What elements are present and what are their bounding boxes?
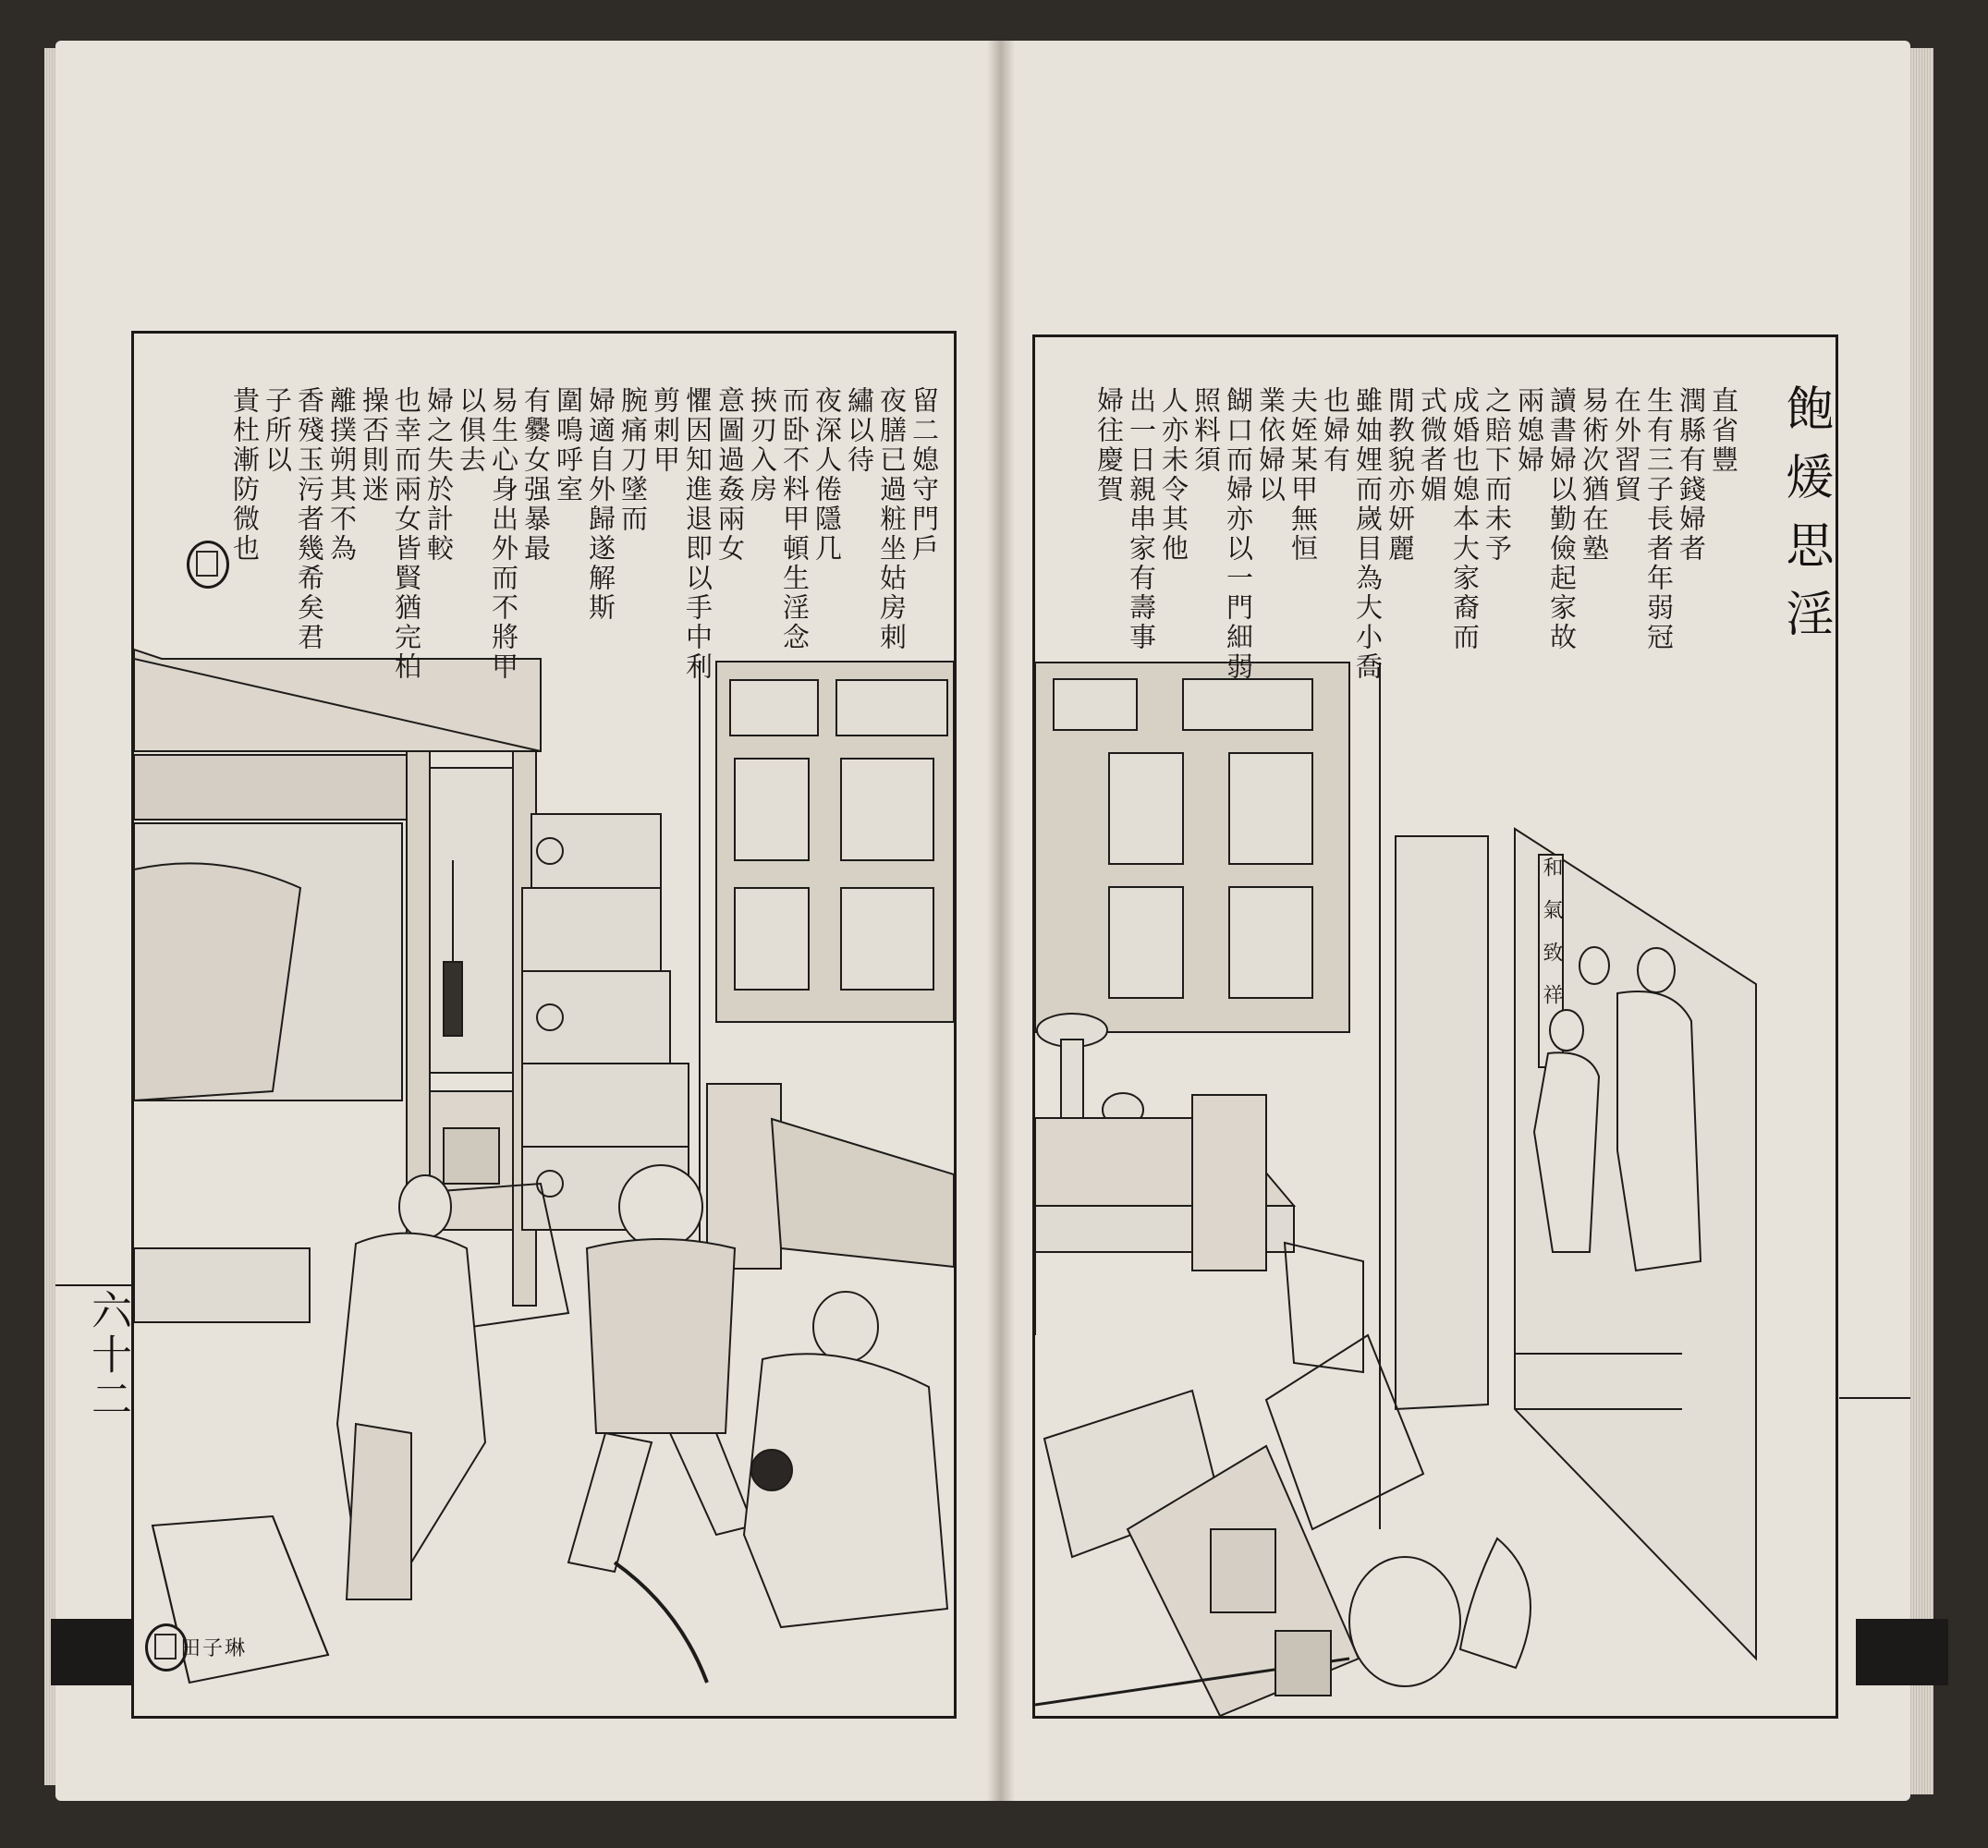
text-column-l2: 夜膳已過粧坐姑房刺 [876, 386, 908, 652]
text-column-r14: 夫姪某甲無恒 [1287, 386, 1319, 564]
text-column-r10: 式微者媚 [1417, 386, 1448, 505]
text-column-r12: 雖妯娌而嵗目為大小喬 [1352, 386, 1384, 682]
text-column-l10: 腕痛刀墜而 [617, 386, 649, 534]
text-column-l5: 而卧不料甲頓生淫念 [779, 386, 811, 652]
text-column-r16: 餬口而婦亦以一門細弱 [1223, 386, 1254, 682]
text-column-r7: 兩媳婦 [1514, 386, 1545, 475]
text-column-l15: 以俱去 [456, 386, 487, 475]
text-column-r1: 直省豐 [1708, 386, 1739, 475]
text-column-r11: 閒教貌亦妍麗 [1384, 386, 1416, 564]
text-column-r8: 之賠下而未予 [1482, 386, 1513, 564]
text-column-r20: 婦往慶賀 [1093, 386, 1125, 505]
text-column-r19: 出一日親串家有壽事 [1126, 386, 1157, 652]
folio-number: 六十二 [84, 1289, 131, 1422]
text-column-l7: 意圖過姦兩女 [714, 386, 746, 564]
text-column-r17: 照料須 [1190, 386, 1222, 475]
text-column-l6: 挾刃入房 [747, 386, 778, 505]
text-column-r18: 人亦未令其他 [1158, 386, 1189, 564]
text-column-l9: 剪刺甲 [650, 386, 681, 475]
text-column-r9: 成婚也媳本大家裔而 [1449, 386, 1481, 652]
book-gutter [987, 41, 1015, 1801]
text-column-l8: 懼因知進退即以手中利 [682, 386, 713, 682]
text-column-l1: 留二媳守門戶 [909, 386, 940, 564]
text-column-r13: 也婦有 [1320, 386, 1351, 475]
text-column-l14: 易生心身出外而不將甲 [488, 386, 519, 682]
text-column-r4: 在外習貿 [1611, 386, 1642, 505]
text-column-l21: 子所以 [262, 386, 293, 475]
text-column-l20: 香殘玉污者幾希矣君 [294, 386, 325, 652]
artist-signature: 田子琳 [180, 1637, 248, 1660]
page-title: 飽煖思淫 [1777, 383, 1833, 657]
text-column-r15: 業依婦以 [1255, 386, 1287, 505]
text-column-l22: 貴杜漸防微也 [229, 386, 261, 564]
right-edge-band [1856, 1619, 1948, 1685]
text-column-l19: 離撲朔其不為 [326, 386, 358, 564]
text-column-l13: 有爨女强暴最 [520, 386, 552, 564]
text-column-l12: 圍鳴呼室 [553, 386, 584, 505]
text-column-r3: 生有三子長者年弱冠 [1643, 386, 1675, 652]
text-end-seal [187, 541, 229, 589]
text-column-l3: 繡以待 [844, 386, 875, 475]
text-column-l16: 婦之失於計較 [423, 386, 455, 564]
right-margin-rule [1839, 1397, 1910, 1399]
door-plaque: 和氣致祥 [1540, 857, 1563, 1027]
left-edge-band [51, 1619, 132, 1685]
text-column-r5: 易術次猶在塾 [1579, 386, 1610, 564]
text-column-l4: 夜深人倦隱几 [811, 386, 843, 564]
text-column-l11: 婦適自外歸遂解斯 [585, 386, 616, 623]
text-column-l17: 也幸而兩女皆賢猶完柏 [391, 386, 422, 682]
text-column-r2: 潤縣有錢婦者 [1676, 386, 1707, 564]
text-column-r6: 讀書婦以勤儉起家故 [1546, 386, 1578, 652]
text-column-l18: 操否則迷 [359, 386, 390, 505]
